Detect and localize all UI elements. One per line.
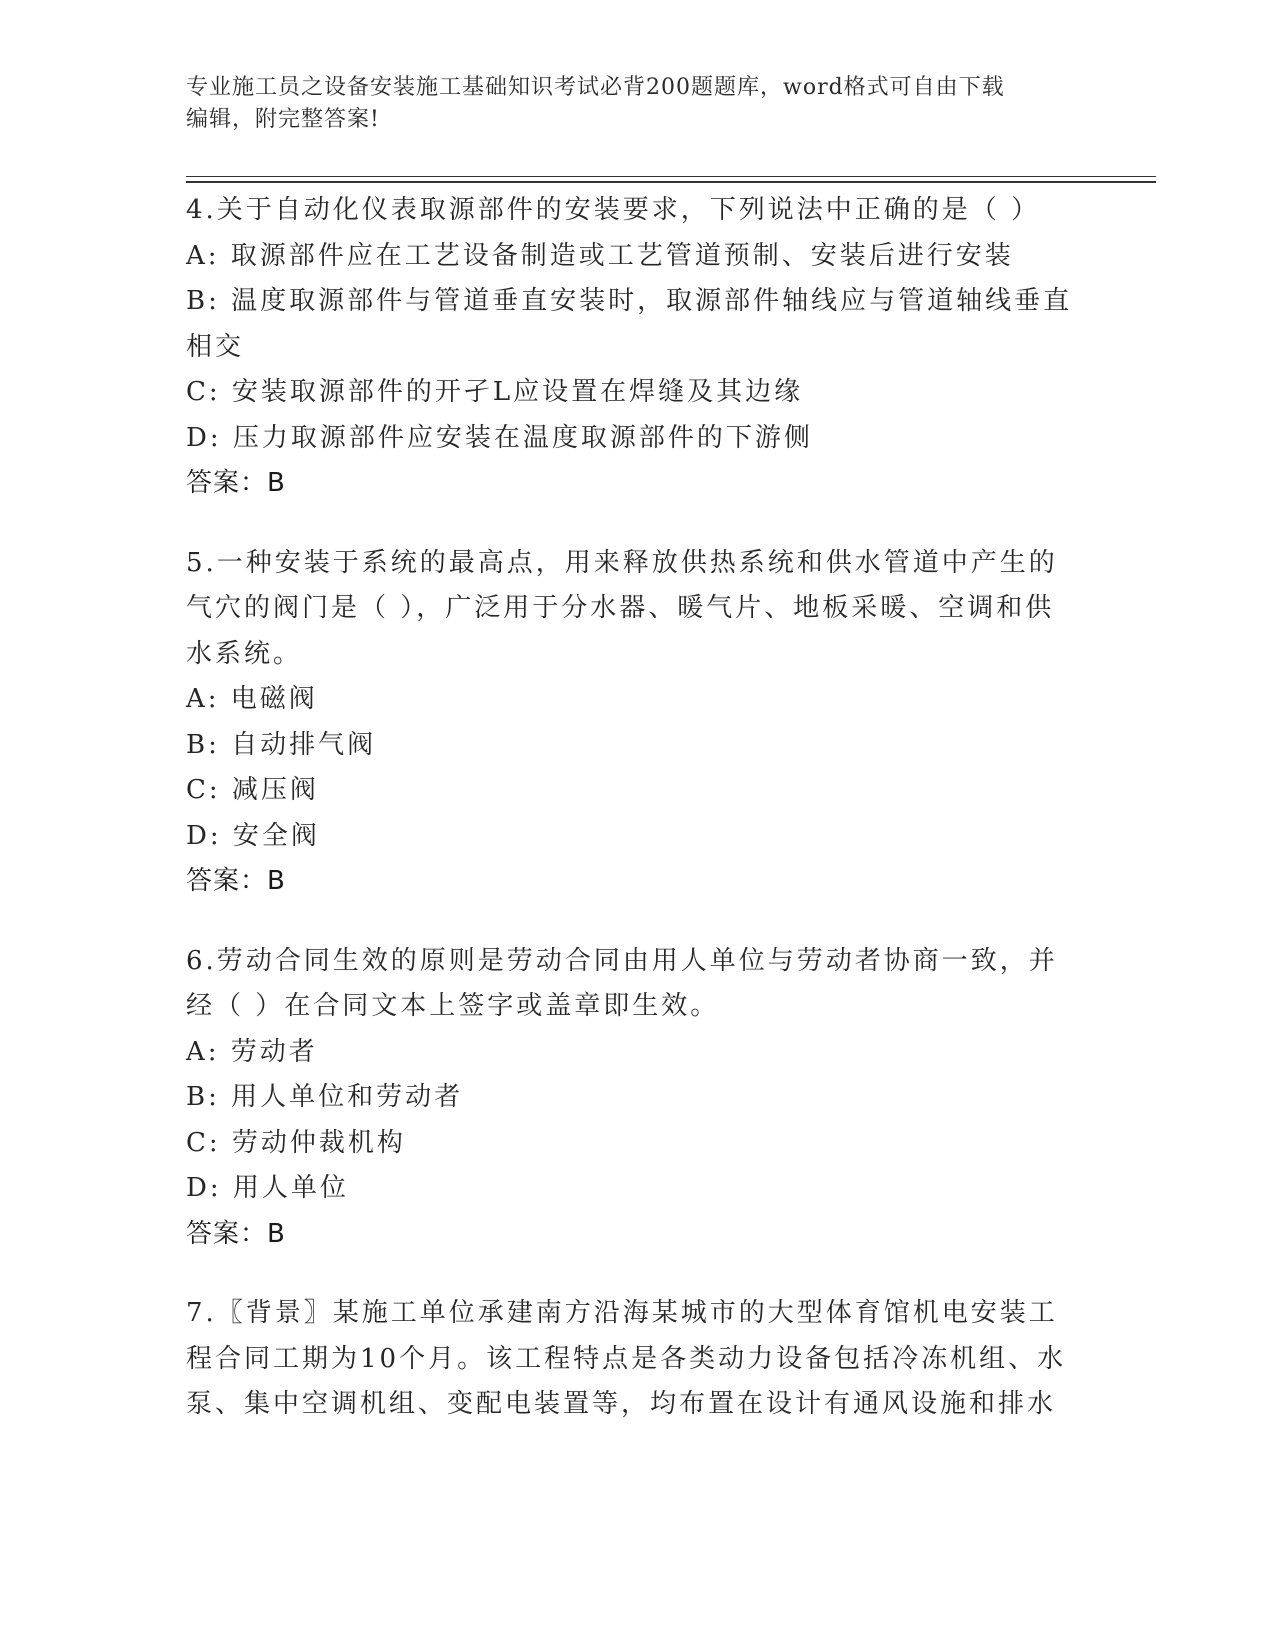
question-block (186, 939, 1076, 1258)
answer-line: 答案：B (186, 468, 286, 498)
option-line: C: 减压阀 (186, 775, 319, 805)
header-divider-thin (186, 176, 1156, 177)
question-block (186, 1291, 1076, 1428)
answer-line: 答案：B (186, 1218, 286, 1249)
option-line: D: 压力取源部件应安装在温度取源部件的下游侧 (186, 422, 813, 453)
option-line: A: 电磁阀 (186, 684, 318, 714)
question-stem-line: 水系统。 (186, 638, 303, 669)
option-line: C: 安装取源部件的开孑L应设置在焊缝及其边缘 (186, 377, 804, 407)
option-line: A: 劳动者 (186, 1036, 318, 1067)
question-list (186, 188, 1076, 1462)
document-header (186, 72, 1076, 136)
option-line: A: 取源部件应在工艺设备制造或工艺管道预制、安装后进行安装 (186, 240, 1014, 271)
answer-line: 答案：B (186, 866, 286, 896)
question-stem-line: 泵、集中空调机组、变配电装置等，均布置在设计有通风设施和排水 (186, 1389, 1057, 1419)
question-stem-line: 7.〖背景〗某施工单位承建南方沿海某城市的大型体育馆机电安装工 (186, 1298, 1058, 1328)
question-block (186, 541, 1076, 905)
question-stem-line: 经（ ）在合同文本上签字或盖章即生效。 (186, 991, 720, 1021)
question-stem-line: 程合同工期为10个月。该工程特点是各类动力设备包括冷冻机组、水 (186, 1343, 1067, 1374)
option-line: B: 温度取源部件与管道垂直安装时，取源部件轴线应与管道轴线垂直 (186, 286, 1073, 316)
question-stem-line: 5.一种安装于系统的最高点，用来释放供热系统和供水管道中产生的 (186, 547, 1058, 578)
option-line: D: 安全阀 (186, 820, 320, 851)
question-stem-line: 气穴的阀门是（ ），广泛用于分水器、暖气片、地板采暖、空调和供 (186, 593, 1055, 623)
question-stem-line: 4.关于自动化仪表取源部件的安装要求，下列说法中正确的是（ ） (186, 195, 1041, 225)
option-line: D: 用人单位 (186, 1173, 349, 1203)
question-block (186, 188, 1076, 507)
question-stem-line: 6.劳动合同生效的原则是劳动合同由用人单位与劳动者协商一致，并 (186, 945, 1058, 976)
header-title-line-1: 专业施工员之设备安装施工基础知识考试必背200题题库，word格式可自由下载 (186, 75, 1005, 100)
option-line: B: 用人单位和劳动者 (186, 1082, 464, 1112)
header-title-line-2: 编辑，附完整答案! (186, 107, 380, 132)
option-line: B: 自动排气阀 (186, 729, 377, 760)
option-line: C: 劳动仲裁机构 (186, 1127, 406, 1158)
option-line: 相交 (186, 331, 245, 362)
header-divider-thick (186, 181, 1156, 183)
